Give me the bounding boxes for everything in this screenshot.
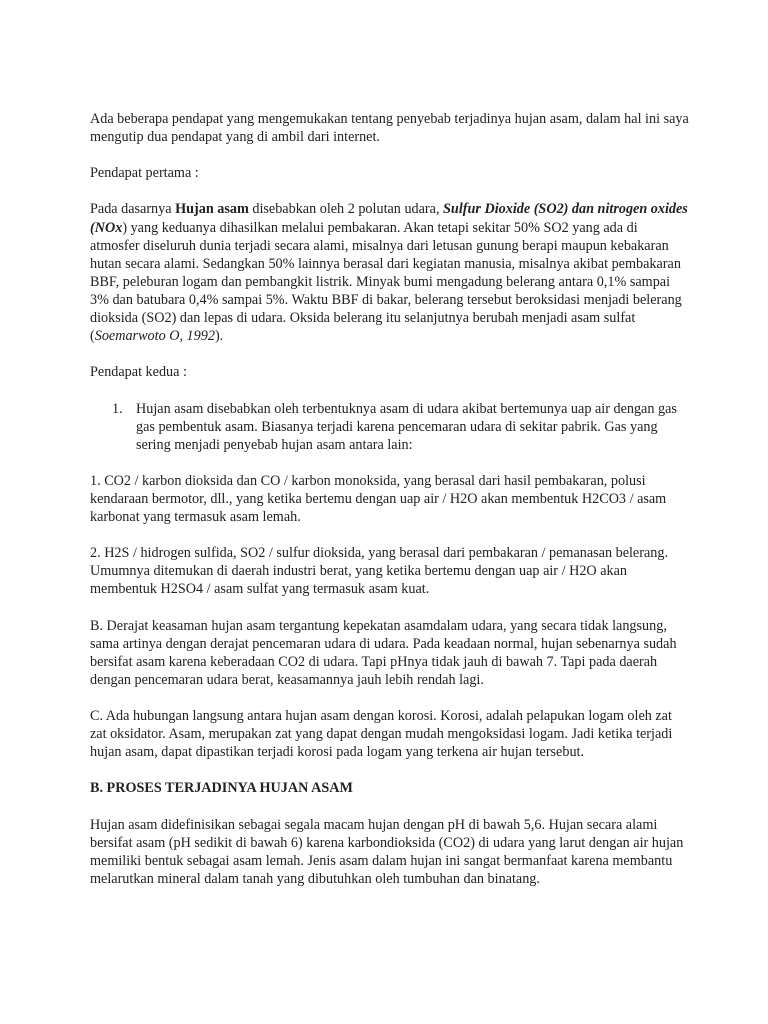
opinion-1-text-3: ) yang keduanya dihasilkan melalui pembakaran. Akan tetapi sekitar 50% SO2 yang ada di atmosfer diseluruh dunia terjadi secara alami, misalnya dari letusan gunung berapi maupun kebakaran hutan secara alami. Sedangkan 50% lainnya berasal dari kegiatan manusia, misalnya akibat pembakaran BBF, peleburan logam dan pembangkit listrik. Minyak bumi mengadung belerang antara 0,1% sampai 3% dan batubara 0,4% sampai 5%. Waktu BBF di bakar, belerang tersebut beroksidasi menjadi belerang dioksida (SO2) dan lepas di udara. Oksida belerang itu selanjutnya berubah menjadi asam sulfat ( xyxy=(90,219,682,345)
citation: Soemarwoto O, 1992 xyxy=(94,328,215,345)
opinion-2-label: Pendapat kedua : xyxy=(90,364,187,381)
acid-rain-term: Hujan asam xyxy=(175,201,249,218)
point-c-paragraph: C. Ada hubungan langsung antara hujan asam dengan korosi. Korosi, adalah pelapukan logam oleh zat zat oksidator. Asam, merupakan zat yang dapat dengan mudah mengoksidasi logam. Jadi ketika terjadi hujan asam, dapat dipastikan terjadi korosi pada logam yang terkena air hujan tersebut. xyxy=(90,708,673,761)
document-page xyxy=(90,110,690,906)
opinion-1-label: Pendapat pertama : xyxy=(90,165,199,182)
opinion-1-paragraph xyxy=(90,200,690,345)
opinion-1-text-2: disebabkan oleh 2 polutan udara, xyxy=(248,201,444,218)
list-item-number: 1. xyxy=(112,400,123,417)
gas-1-paragraph: 1. CO2 / karbon dioksida dan CO / karbon monoksida, yang berasal dari hasil pembakaran, polusi kendaraan bermotor, dll., yang ketika bertemu dengan uap air / H2O akan membentuk H2CO3 / asam karbonat yang termasuk asam lemah. xyxy=(90,472,667,526)
opinion-1-text-1: Pada dasarnya xyxy=(90,201,176,218)
section-body-paragraph: Hujan asam didefinisikan sebagai segala macam hujan dengan pH di bawah 5,6. Hujan secara alami bersifat asam (pH sedikit di bawah 6) karena karbondioksida (CO2) di udara yang larut dengan air hujan memiliki bentuk sebagai asam lemah. Jenis asam dalam hujan ini sangat bermanfaat karena membantu melarutkan mineral dalam tanah yang dibutuhkan oleh tumbuhan dan binatang. xyxy=(90,816,684,887)
list-item-text: Hujan asam disebabkan oleh terbentuknya asam di udara akibat bertemunya uap air dengan gas gas pembentuk asam. Biasanya terjadi karena pencemaran udara di sekitar pabrik. Gas yang sering menjadi penyebab hujan asam antara lain: xyxy=(136,400,677,453)
section-heading: B. PROSES TERJADINYA HUJAN ASAM xyxy=(90,780,353,797)
list-item xyxy=(90,400,690,454)
gas-2-paragraph: 2. H2S / hidrogen sulfida, SO2 / sulfur dioksida, yang berasal dari pembakaran / pemanasan belerang. Umumnya ditemukan di daerah industri berat, yang ketika bertemu dengan uap air / H2O akan membentuk H2SO4 / asam sulfat yang termasuk asam kuat. xyxy=(90,545,668,598)
opinion-1-text-4: ). xyxy=(214,328,224,345)
intro-paragraph: Ada beberapa pendapat yang mengemukakan tentang penyebab terjadinya hujan asam, dalam hal ini saya mengutip dua pendapat yang di ambil dari internet. xyxy=(90,111,689,146)
pollutants-term: Sulfur Dioxide (SO2) dan nitrogen oxides (NOx xyxy=(90,201,688,236)
point-b-paragraph: B. Derajat keasaman hujan asam tergantung kepekatan asamdalam udara, yang secara tidak langsung, sama artinya dengan derajat pencemaran udara di udara. Pada keadaan normal, hujan sebenarnya sudah bersifat asam karena keberadaan CO2 di udara. Tapi pHnya tidak jauh di bawah 7. Tapi pada daerah dengan pencemaran udara berat, keasamannya jauh lebih rendah lagi. xyxy=(90,617,677,688)
